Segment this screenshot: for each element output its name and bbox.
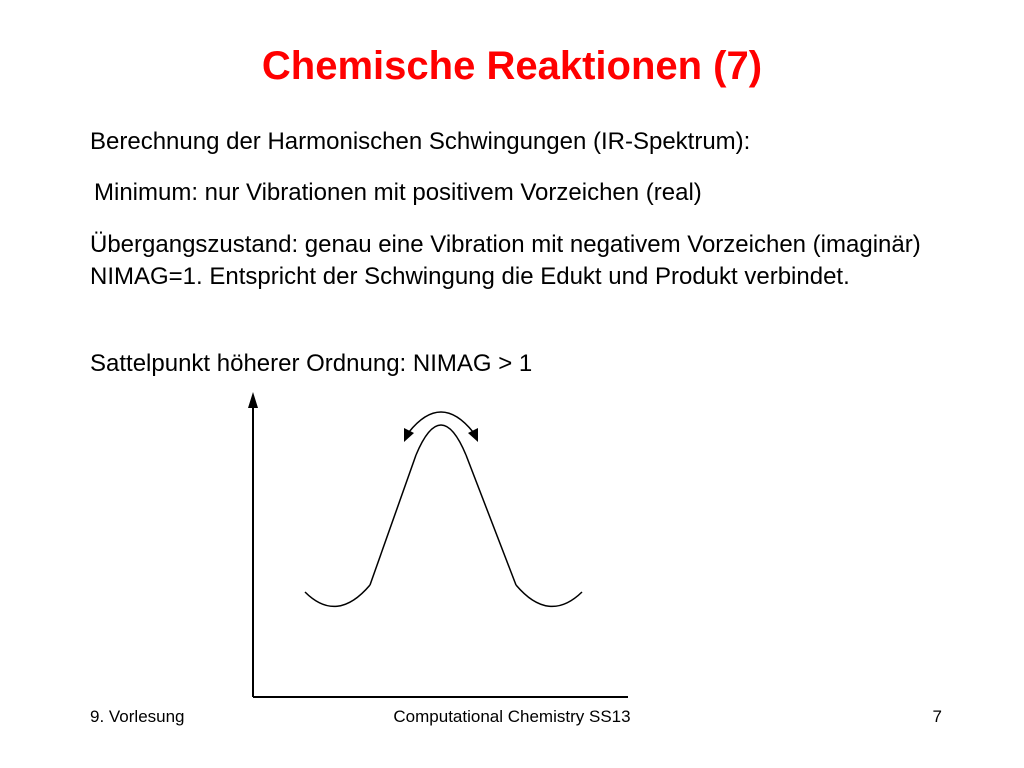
footer-page-number: 7 <box>932 707 942 726</box>
axes <box>248 392 628 697</box>
paragraph-saddle-point: Sattelpunkt höherer Ordnung: NIMAG > 1 <box>90 350 533 377</box>
right-minimum-well <box>516 585 582 606</box>
left-minimum-well <box>305 585 370 606</box>
right-flank <box>466 455 516 585</box>
energy-curve <box>305 425 582 606</box>
paragraph-minimum: Minimum: nur Vibrationen mit positivem Vorzeichen (real) <box>94 179 702 206</box>
footer-course: Computational Chemistry SS13 <box>393 707 631 726</box>
footer-lecture: 9. Vorlesung <box>90 707 185 726</box>
left-flank <box>370 455 416 585</box>
paragraph-transition-state: Übergangszustand: genau eine Vibration mit negativem Vorzeichen (imaginär) NIMAG=1. Entspricht der Schwingung die Edukt und Produkt verbindet. <box>90 231 921 290</box>
y-axis-arrow-icon <box>248 392 258 408</box>
paragraph-harmonic-vibrations: Berechnung der Harmonischen Schwingungen (IR-Spektrum): <box>90 128 751 155</box>
transition-state-peak <box>416 425 466 455</box>
slide-title: Chemische Reaktionen (7) <box>261 44 763 88</box>
vibration-arrow-icon <box>404 412 478 442</box>
